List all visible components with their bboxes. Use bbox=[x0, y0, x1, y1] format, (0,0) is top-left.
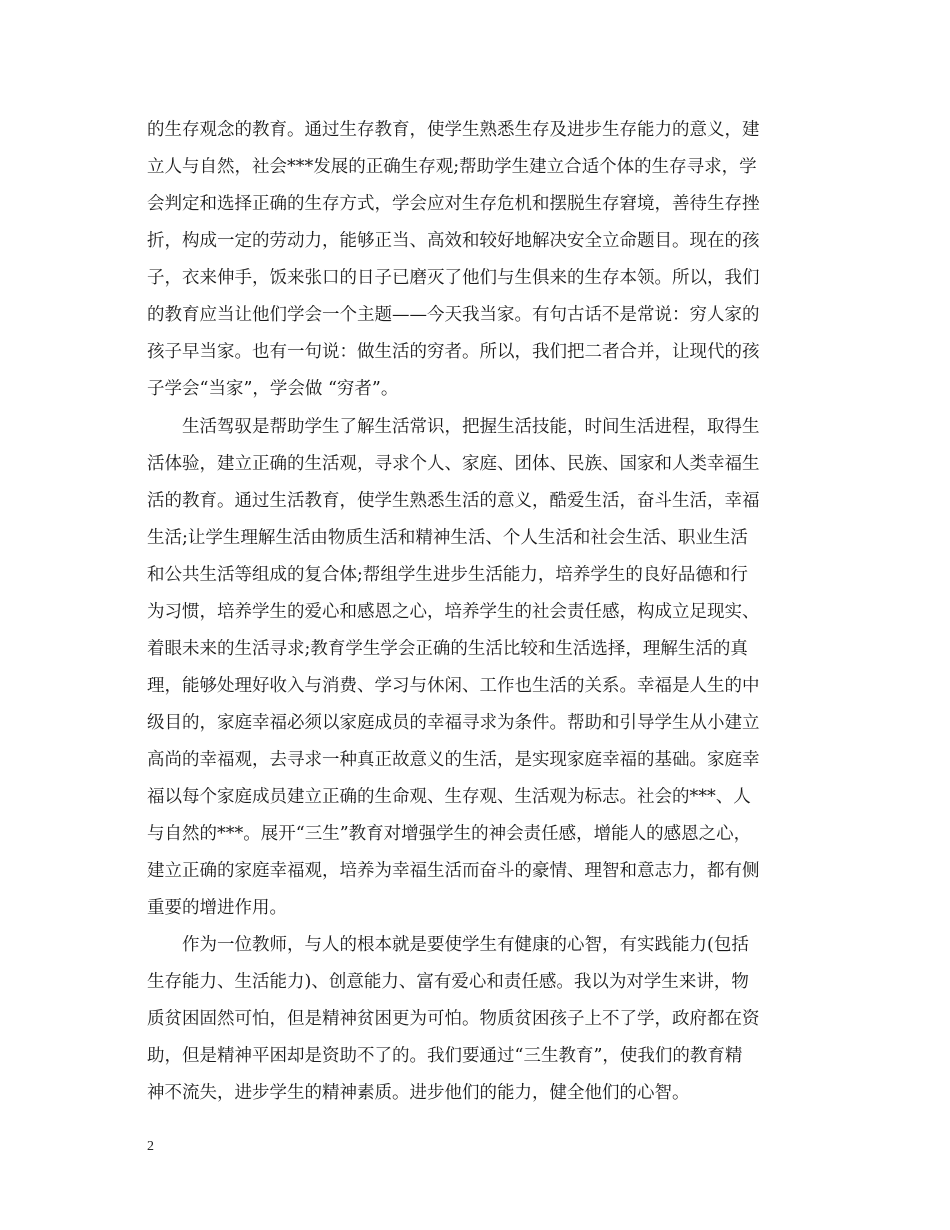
text-line: 孩子早当家。也有一句说：做生活的穷者。所以，我们把二者合并，让现代的孩 bbox=[147, 342, 760, 362]
text-line: 级目的，家庭幸福必须以家庭成员的幸福寻求为条件。帮助和引导学生从小建立 bbox=[147, 713, 760, 733]
text-line: 高尚的幸福观，去寻求一种真正故意义的生活，是实现家庭幸福的基础。家庭幸 bbox=[147, 750, 760, 770]
paragraph-first-line: 生活驾驭是帮助学生了解生活常识，把握生活技能，时间生活进程，取得生 bbox=[182, 417, 760, 437]
text-line: 重要的增进作用。 bbox=[147, 898, 287, 918]
text-line: 生活;让学生理解生活由物质生活和精神生活、个人生活和社会生活、职业生活 bbox=[147, 528, 748, 548]
text-line: 立人与自然，社会***发展的正确生存观;帮助学生建立合适个体的生存寻求，学 bbox=[147, 157, 757, 177]
page-number: 2 bbox=[147, 1139, 154, 1154]
text-line: 质贫困固然可怕，但是精神贫困更为可怕。物质贫困孩子上不了学，政府都在资 bbox=[147, 1009, 760, 1029]
paragraph-first-line: 作为一位教师，与人的根本就是要使学生有健康的心智，有实践能力(包括 bbox=[182, 935, 749, 955]
text-line: 与自然的***。展开“三生”教育对增强学生的神会责任感，增能人的感恩之心， bbox=[147, 824, 752, 844]
text-line: 和公共生活等组成的复合体;帮组学生进步生活能力，培养学生的良好品德和行 bbox=[147, 565, 748, 585]
text-line: 建立正确的家庭幸福观，培养为幸福生活而奋斗的豪情、理智和意志力，都有侧 bbox=[147, 861, 760, 881]
text-line: 着眼未来的生活寻求;教育学生学会正确的生活比较和生活选择，理解生活的真 bbox=[147, 639, 748, 659]
text-line: 神不流失，进步学生的精神素质。进步他们的能力，健全他们的心智。 bbox=[147, 1083, 690, 1103]
text-line: 理，能够处理好收入与消费、学习与休闲、工作也生活的关系。幸福是人生的中 bbox=[147, 676, 760, 696]
text-line: 为习惯，培养学生的爱心和感恩之心，培养学生的社会责任感，构成立足现实、 bbox=[147, 602, 760, 622]
text-line: 活的教育。通过生活教育，使学生熟悉生活的意义，酷爱生活，奋斗生活，幸福 bbox=[147, 491, 760, 511]
text-line: 福以每个家庭成员建立正确的生命观、生存观、生活观为标志。社会的***、人 bbox=[147, 787, 751, 807]
text-line: 的生存观念的教育。通过生存教育，使学生熟悉生存及进步生存能力的意义，建 bbox=[147, 120, 760, 140]
text-line: 助，但是精神平困却是资助不了的。我们要通过“三生教育”，使我们的教育精 bbox=[147, 1046, 743, 1066]
text-line: 的教育应当让他们学会一个主题——今天我当家。有句古话不是常说：穷人家的 bbox=[147, 305, 760, 325]
text-line: 折，构成一定的劳动力，能够正当、高效和较好地解决安全立命题目。现在的孩 bbox=[147, 231, 760, 251]
text-line: 活体验，建立正确的生活观，寻求个人、家庭、团体、民族、国家和人类幸福生 bbox=[147, 454, 760, 474]
text-line: 会判定和选择正确的生存方式，学会应对生存危机和摆脱生存窘境，善待生存挫 bbox=[147, 194, 760, 214]
text-line: 子学会“当家”，学会做 “穷者”。 bbox=[147, 379, 399, 399]
text-line: 生存能力、生活能力)、创意能力、富有爱心和责任感。我以为对学生来讲，物 bbox=[147, 972, 749, 992]
text-line: 子，衣来伸手，饭来张口的日子已磨灭了他们与生俱来的生存本领。所以，我们 bbox=[147, 268, 760, 288]
